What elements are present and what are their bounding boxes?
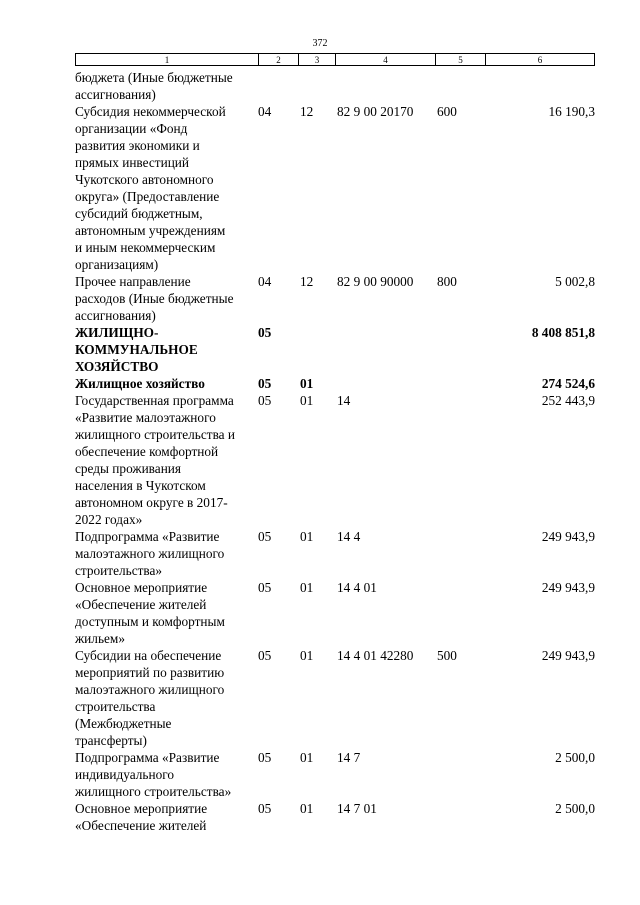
row-section: 05: [258, 648, 272, 663]
row-name: бюджета (Иные бюджетные ассигнования): [75, 70, 233, 102]
table-row: [75, 579, 595, 647]
row-subsection: 01: [300, 580, 314, 595]
row-name: Основное мероприятие «Обеспечение жителей: [75, 801, 208, 833]
table-row: [75, 392, 595, 528]
page-number: 372: [312, 38, 328, 49]
table-row: [75, 749, 595, 800]
table-row: [75, 103, 595, 273]
row-section: 05: [258, 393, 272, 408]
row-target-article: 14 4 01 42280: [337, 648, 414, 663]
row-name: Жилищное хозяйство: [75, 376, 205, 391]
row-section: 05: [258, 801, 272, 816]
table-row: [75, 647, 595, 749]
table-row: [75, 324, 595, 375]
row-name: Основное мероприятие «Обеспечение жителей доступным и комфортным жильем»: [75, 580, 225, 646]
row-target-article: 82 9 00 90000: [337, 274, 414, 289]
row-target-article: 14 7: [337, 750, 361, 765]
row-amount: 249 943,9: [541, 529, 595, 544]
header-col-6: 6: [485, 53, 595, 66]
table-row: [75, 69, 595, 103]
row-name: Прочее направление расходов (Иные бюджетные ассигнования): [75, 274, 234, 323]
row-expense-type: 800: [437, 274, 457, 289]
row-amount: 249 943,9: [541, 648, 595, 663]
table-row: [75, 800, 595, 834]
row-target-article: 14 7 01: [337, 801, 377, 816]
row-section: 04: [258, 274, 272, 289]
row-subsection: 12: [300, 104, 314, 119]
row-section: 05: [258, 750, 272, 765]
row-name: Подпрограмма «Развитие малоэтажного жилищного строительства»: [75, 529, 225, 578]
row-name: Субсидии на обеспечение мероприятий по развитию малоэтажного жилищного строительства (Межбюджетные трансферты): [75, 648, 225, 748]
row-section: 05: [258, 580, 272, 595]
table-header: [75, 53, 595, 67]
table-row: [75, 528, 595, 579]
row-section: 05: [258, 376, 272, 391]
row-amount: 249 943,9: [541, 580, 595, 595]
table-row: [75, 375, 595, 392]
header-col-2: 2: [258, 53, 298, 66]
row-amount: 5 002,8: [555, 274, 595, 289]
table-body: [75, 69, 595, 834]
row-subsection: 12: [300, 274, 314, 289]
row-name: Государственная программа «Развитие малоэтажного жилищного строительства и обеспечение комфортной среды проживания населения в Чукотском автономном округе в 2017- 2022 годах»: [75, 393, 236, 527]
row-amount: 16 190,3: [548, 104, 595, 119]
row-section: 05: [258, 325, 272, 340]
row-amount: 252 443,9: [541, 393, 595, 408]
header-col-4: 4: [335, 53, 435, 66]
row-target-article: 14 4 01: [337, 580, 377, 595]
header-col-3: 3: [298, 53, 335, 66]
row-subsection: 01: [300, 750, 314, 765]
row-target-article: 14 4: [337, 529, 361, 544]
header-col-5: 5: [435, 53, 485, 66]
row-name: Подпрограмма «Развитие индивидуального жилищного строительства»: [75, 750, 232, 799]
row-section: 05: [258, 529, 272, 544]
header-col-1: 1: [75, 53, 258, 66]
table-row: [75, 273, 595, 324]
row-name: ЖИЛИЩНО- КОММУНАЛЬНОЕ ХОЗЯЙСТВО: [75, 325, 198, 374]
row-subsection: 01: [300, 393, 314, 408]
row-subsection: 01: [300, 801, 314, 816]
row-subsection: 01: [300, 529, 314, 544]
row-amount: 8 408 851,8: [531, 325, 595, 340]
row-subsection: 01: [300, 376, 314, 391]
row-section: 04: [258, 104, 272, 119]
row-subsection: 01: [300, 648, 314, 663]
row-expense-type: 600: [437, 104, 457, 119]
row-amount: 2 500,0: [555, 750, 595, 765]
row-expense-type: 500: [437, 648, 457, 663]
row-target-article: 14: [337, 393, 351, 408]
row-target-article: 82 9 00 20170: [337, 104, 414, 119]
row-name: Субсидия некоммерческой организации «Фонд развития экономики и прямых инвестиций Чукотского автономного округа» (Предоставление субсидий бюджетным, автономным учреждениям и иным некоммерческим организациям): [75, 104, 226, 272]
row-amount: 2 500,0: [555, 801, 595, 816]
row-amount: 274 524,6: [541, 376, 595, 391]
